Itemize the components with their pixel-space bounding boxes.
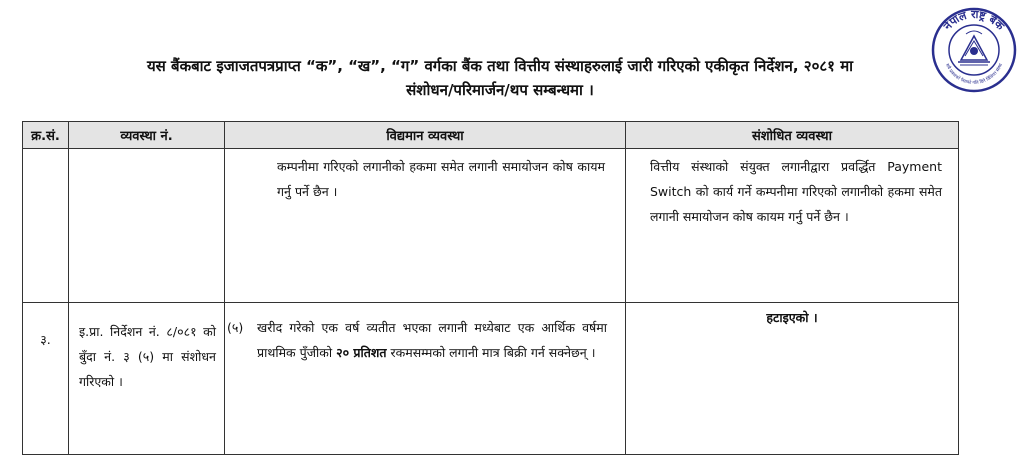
title-line-2: संशोधन/परिमार्जन/थप सम्बन्धमा ।: [406, 81, 594, 99]
nepal-rastra-bank-logo: [930, 6, 1018, 94]
row2-existing-provision: [227, 315, 607, 365]
header-existing-provision: विद्यमान व्यवस्था: [225, 122, 626, 149]
existing-text-bold: २० प्रतिशत: [336, 345, 387, 360]
table-row: [23, 303, 959, 455]
row1-serial-number: [23, 149, 69, 303]
svg-text:सबै प्रकारको पैसाको गति दिने व: सबै प्रकारको पैसाको गति दिने विधिगत संस्था: [943, 63, 1005, 87]
row2-provision-number: इ.प्रा. निर्देशन नं. ८/०८१ को बुँदा नं. ३ (५) मा संशोधन गरिएको ।: [79, 324, 216, 389]
amendment-table: [22, 121, 959, 455]
row1-provision-number: [69, 149, 225, 303]
svg-text:नेपाल राष्ट्र बैंक: नेपाल राष्ट्र बैंक: [941, 7, 1007, 33]
row1-existing-provision: कम्पनीमा गरिएको लगानीको हकमा समेत लगानी समायोजन कोष कायम गर्नु पर्ने छैन ।: [277, 159, 605, 199]
title-line-1: यस बैंकबाट इजाजतपत्रप्राप्त “क”, “ख”, “ग” वर्गका बैंक तथा वित्तीय संस्थाहरुलाई जारी गरिएको एकीकृत निर्देशन, २०८१ मा: [146, 57, 854, 75]
clause-number: (५): [227, 320, 244, 335]
header-provision-number: व्यवस्था नं.: [69, 122, 225, 149]
row2-amended-provision: हटाइएको ।: [626, 303, 959, 455]
existing-text-part-2: रकमसम्मको लगानी मात्र बिक्री गर्न सक्नेछन् ।: [390, 345, 596, 360]
seal-icon: [930, 6, 1018, 94]
table-row: [23, 149, 959, 303]
row1-amended-provision: वित्तीय संस्थाको संयुक्त लगानीद्वारा प्रवर्द्धित Payment Switch को कार्य गर्ने कम्पनीमा गरिएको लगानीको हकमा समेत लगानी समायोजन कोष कायम गर्नु पर्ने छैन ।: [650, 159, 942, 224]
row2-serial-number: ३.: [23, 303, 69, 455]
header-amended-provision: संशोधित व्यवस्था: [626, 122, 959, 149]
table-header-row: [23, 122, 959, 149]
existing-text-part-1: खरीद गरेको एक वर्ष व्यतीत भएका लगानी मध्येबाट एक आर्थिक वर्षमा प्राथमिक पुँजीको: [257, 320, 607, 360]
document-title: [60, 54, 940, 102]
header-serial-number: क्र.सं.: [23, 122, 69, 149]
